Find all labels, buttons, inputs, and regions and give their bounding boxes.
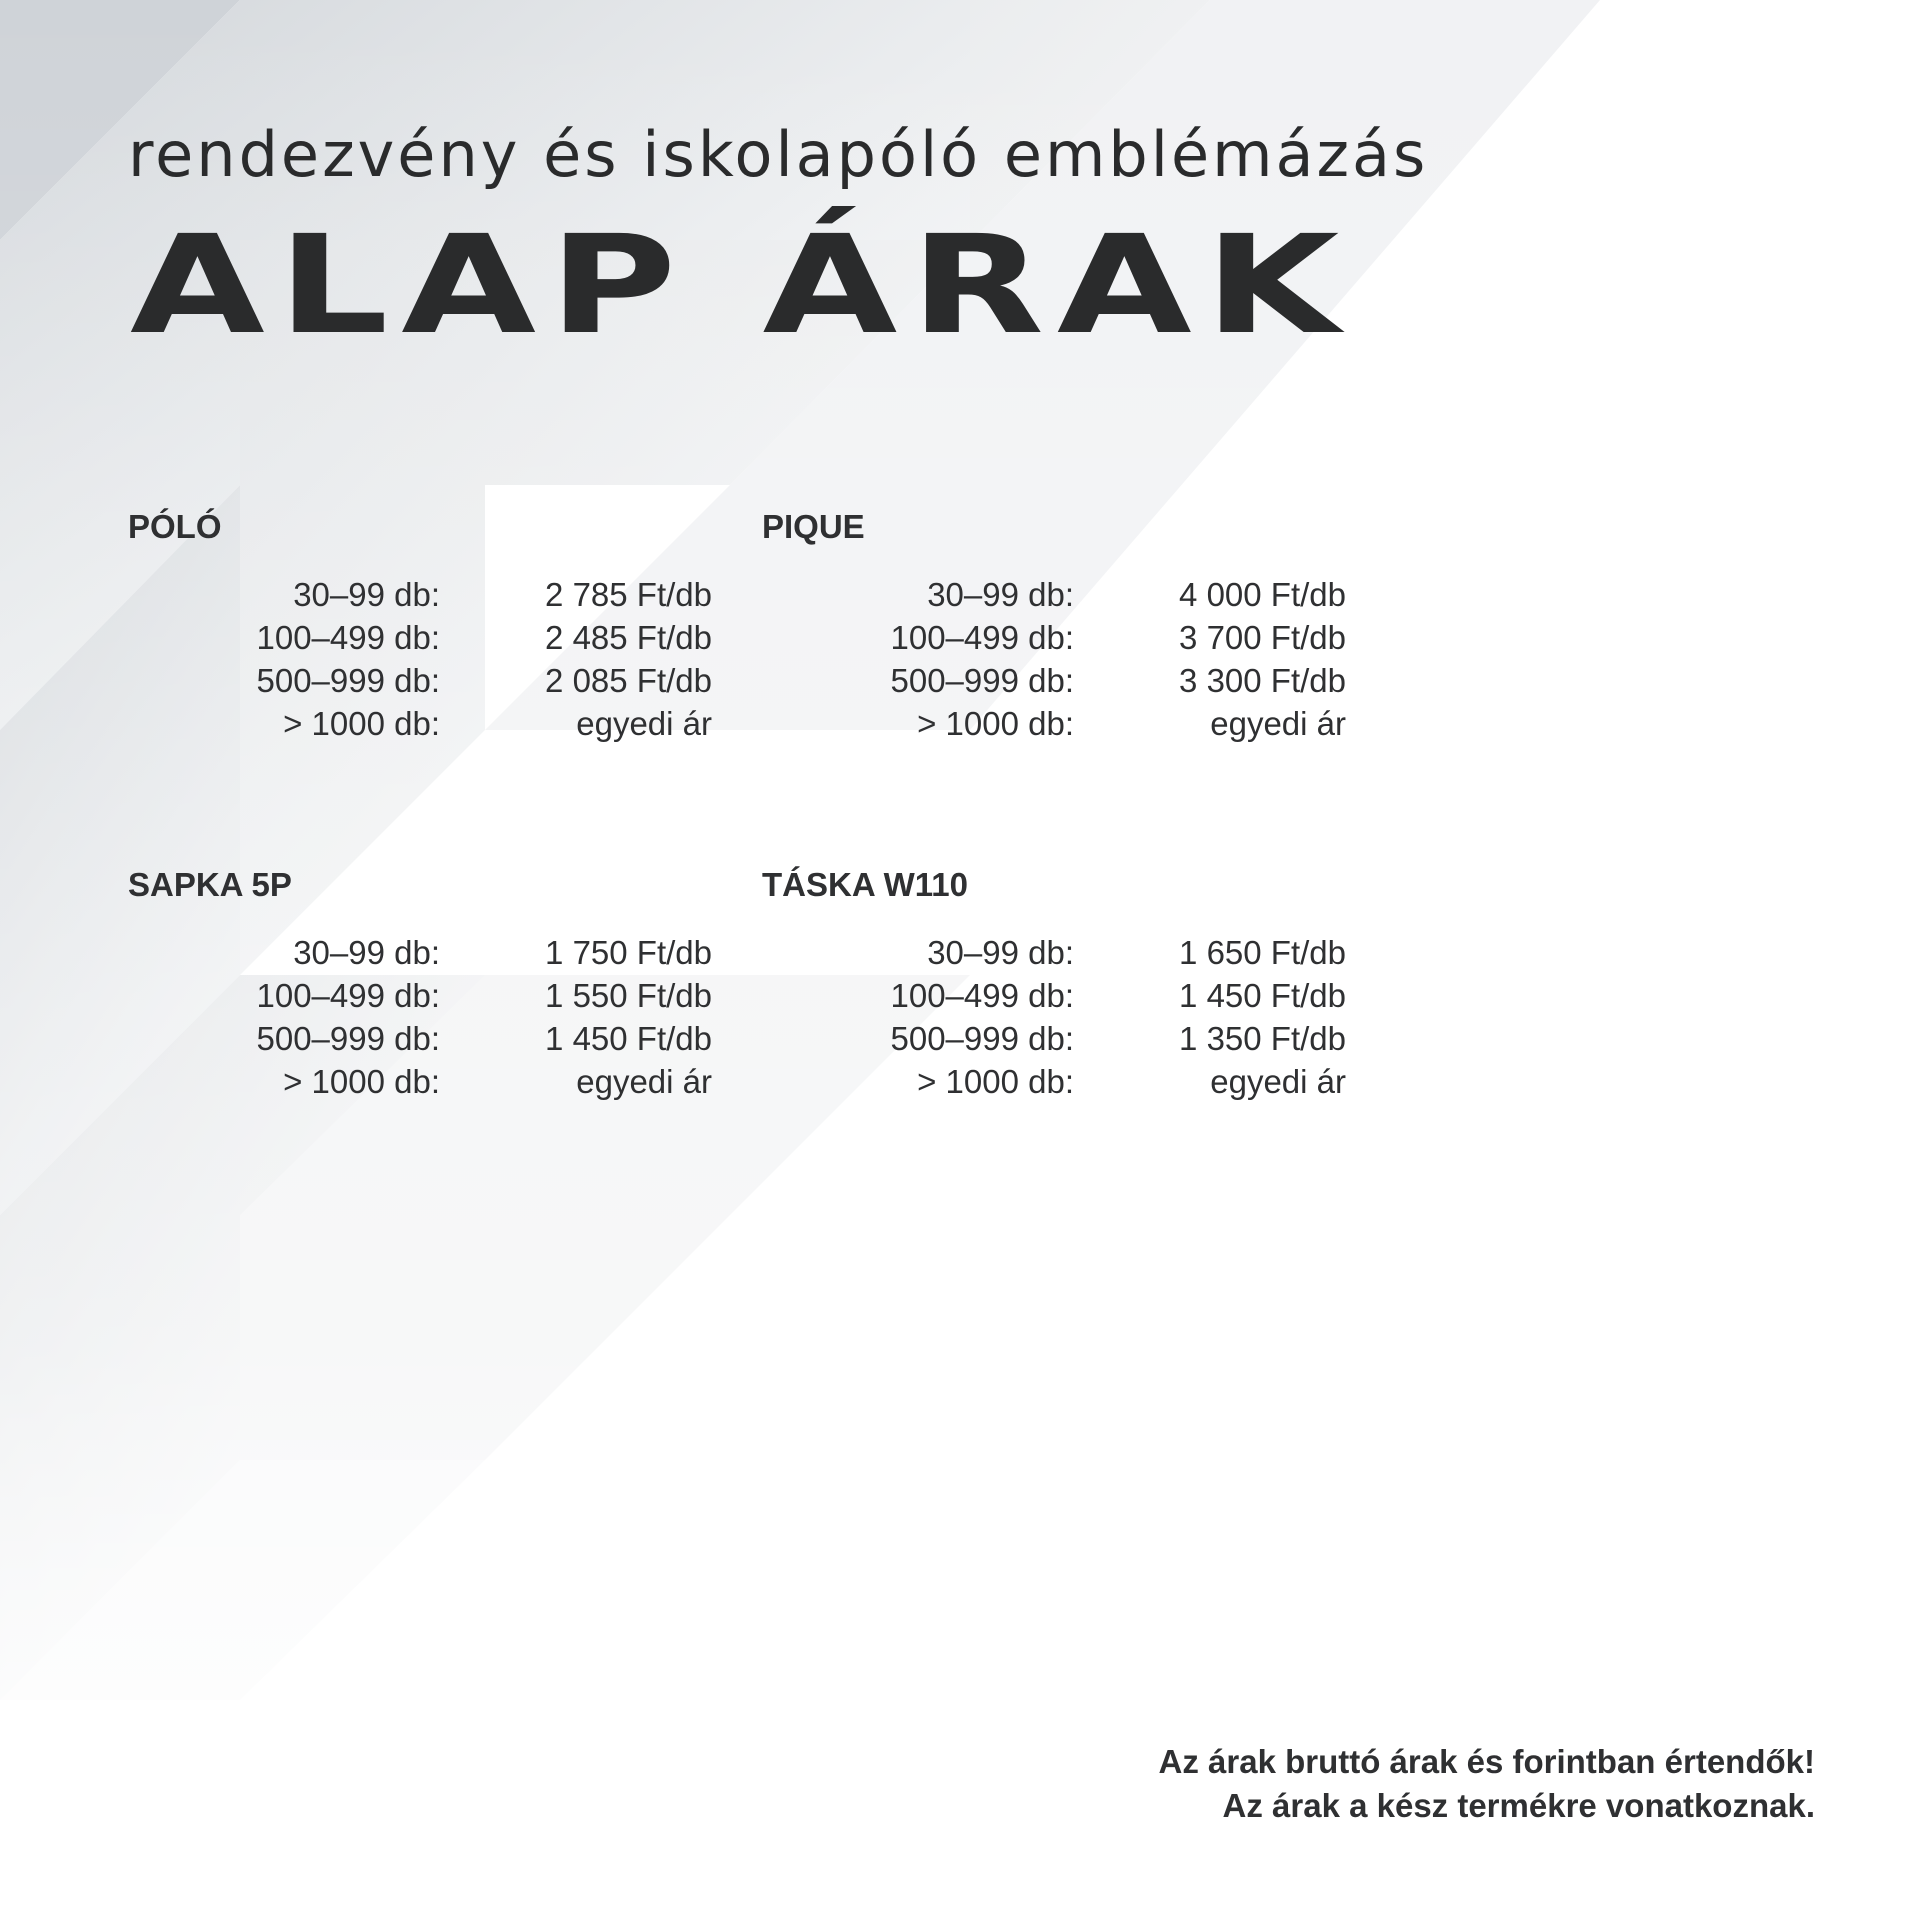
quantity-range: > 1000 db: bbox=[917, 1063, 1074, 1100]
price-row bbox=[128, 1020, 712, 1063]
product-name: PIQUE bbox=[762, 508, 865, 545]
quantity-range: > 1000 db: bbox=[283, 705, 440, 742]
quantity-range: 100–499 db: bbox=[890, 619, 1074, 656]
unit-price: 1 450 Ft/db bbox=[1179, 977, 1346, 1014]
unit-price: egyedi ár bbox=[1210, 705, 1346, 742]
unit-price: 1 750 Ft/db bbox=[545, 934, 712, 971]
quantity-range: 30–99 db: bbox=[927, 934, 1074, 971]
quantity-range: > 1000 db: bbox=[917, 705, 1074, 742]
quantity-range: 500–999 db: bbox=[890, 1020, 1074, 1057]
price-row bbox=[762, 619, 1346, 662]
price-list bbox=[762, 934, 1346, 1106]
quantity-range: 30–99 db: bbox=[927, 576, 1074, 613]
unit-price: 2 485 Ft/db bbox=[545, 619, 712, 656]
price-list bbox=[128, 934, 712, 1106]
price-row bbox=[128, 1063, 712, 1106]
price-row bbox=[128, 705, 712, 748]
unit-price: 1 550 Ft/db bbox=[545, 977, 712, 1014]
quantity-range: 30–99 db: bbox=[293, 934, 440, 971]
price-row bbox=[128, 934, 712, 977]
unit-price: egyedi ár bbox=[576, 1063, 712, 1100]
product-name: PÓLÓ bbox=[128, 508, 222, 545]
price-row bbox=[762, 705, 1346, 748]
unit-price: 3 700 Ft/db bbox=[1179, 619, 1346, 656]
price-row bbox=[762, 1020, 1346, 1063]
price-list bbox=[128, 576, 712, 748]
price-disclaimer bbox=[1159, 1740, 1815, 1828]
price-row bbox=[762, 576, 1346, 619]
unit-price: 2 085 Ft/db bbox=[545, 662, 712, 699]
price-row bbox=[128, 576, 712, 619]
price-row bbox=[762, 662, 1346, 705]
quantity-range: 100–499 db: bbox=[890, 977, 1074, 1014]
unit-price: egyedi ár bbox=[576, 705, 712, 742]
quantity-range: 500–999 db: bbox=[890, 662, 1074, 699]
page-title: ALAP ÁRAK bbox=[130, 207, 1353, 365]
price-row bbox=[128, 977, 712, 1020]
quantity-range: 500–999 db: bbox=[256, 662, 440, 699]
unit-price: 1 350 Ft/db bbox=[1179, 1020, 1346, 1057]
quantity-range: 100–499 db: bbox=[256, 977, 440, 1014]
unit-price: 3 300 Ft/db bbox=[1179, 662, 1346, 699]
price-row bbox=[128, 619, 712, 662]
quantity-range: 500–999 db: bbox=[256, 1020, 440, 1057]
price-list bbox=[762, 576, 1346, 748]
price-row bbox=[762, 977, 1346, 1020]
disclaimer-line-2: Az árak a kész termékre vonatkoznak. bbox=[1222, 1787, 1815, 1824]
unit-price: 1 650 Ft/db bbox=[1179, 934, 1346, 971]
disclaimer-line-1: Az árak bruttó árak és forintban értendők! bbox=[1158, 1743, 1815, 1780]
quantity-range: > 1000 db: bbox=[283, 1063, 440, 1100]
product-name: SAPKA 5P bbox=[128, 866, 292, 903]
unit-price: egyedi ár bbox=[1210, 1063, 1346, 1100]
quantity-range: 100–499 db: bbox=[256, 619, 440, 656]
quantity-range: 30–99 db: bbox=[293, 576, 440, 613]
product-name: TÁSKA W110 bbox=[762, 866, 968, 903]
price-row bbox=[762, 934, 1346, 977]
page-subtitle: rendezvény és iskolapóló emblémázás bbox=[128, 118, 1429, 191]
price-row bbox=[128, 662, 712, 705]
price-row bbox=[762, 1063, 1346, 1106]
unit-price: 1 450 Ft/db bbox=[545, 1020, 712, 1057]
unit-price: 4 000 Ft/db bbox=[1179, 576, 1346, 613]
unit-price: 2 785 Ft/db bbox=[545, 576, 712, 613]
